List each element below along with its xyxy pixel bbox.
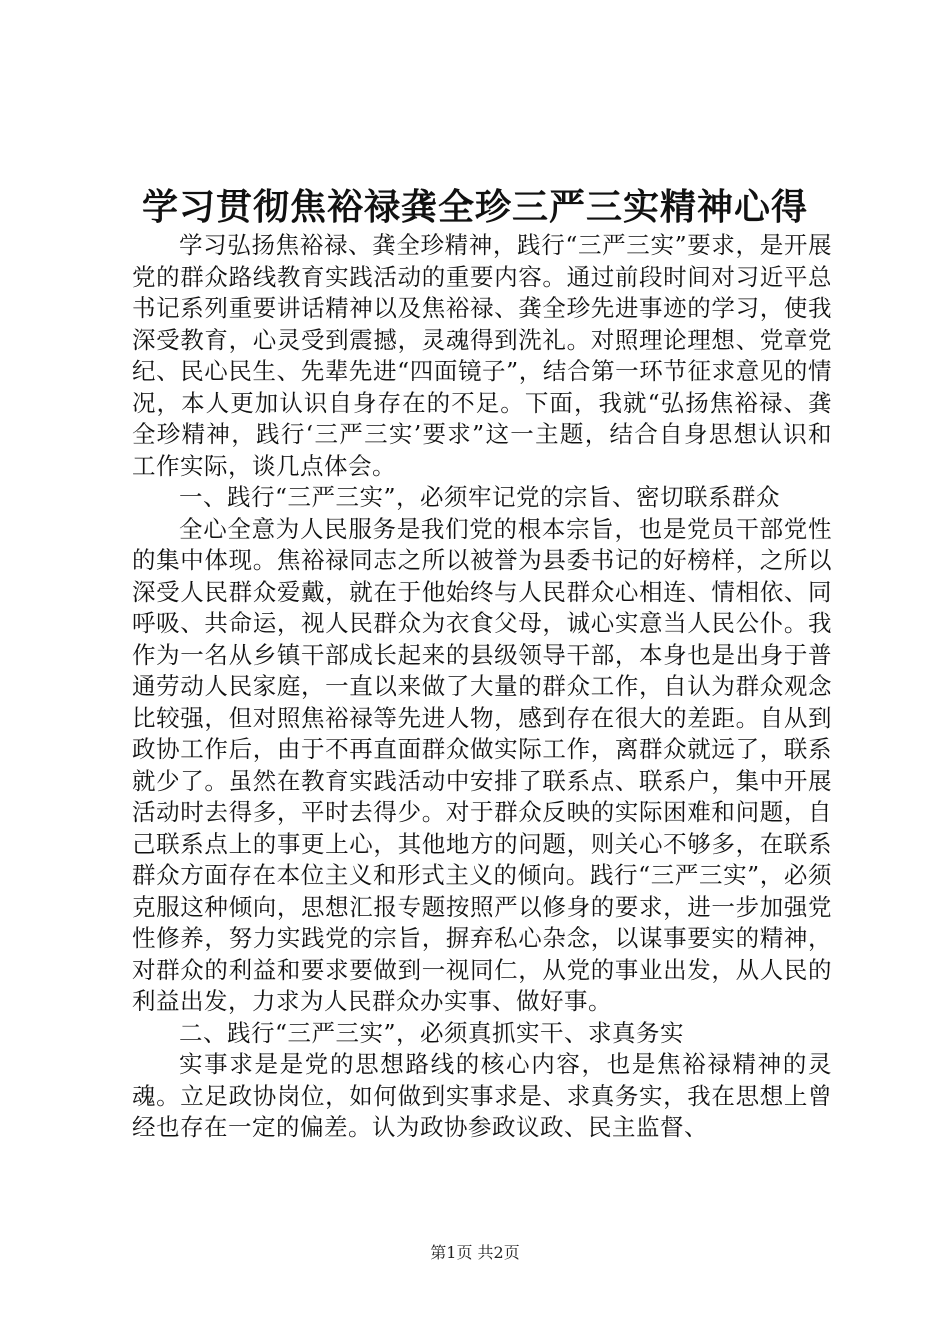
document-body — [132, 230, 832, 1144]
section-one-paragraph: 全心全意为人民服务是我们党的根本宗旨，也是党员干部党性的集中体现。焦裕禄同志之所以被誉为县委书记的好榜样，之所以深受人民群众爱戴，就在于他始终与人民群众心相连、情相依、同呼吸、共命运，视人民群众为衣食父母，诚心实意当人民公仆。我作为一名从乡镇干部成长起来的县级领导干部，本身也是出身于普通劳动人民家庭，一直以来做了大量的群众工作，自认为群众观念比较强，但对照焦裕禄等先进人物，感到存在很大的差距。自从到政协工作后，由于不再直面群众做实际工作，离群众就远了，联系就少了。虽然在教育实践活动中安排了联系点、联系户，集中开展活动时去得多，平时去得少。对于群众反映的实际困难和问题，自己联系点上的事更上心，其他地方的问题，则关心不够多，在联系群众方面存在本位主义和形式主义的倾向。践行“三严三实”，必须克服这种倾向，思想汇报专题按照严以修身的要求，进一步加强党性修养，努力实践党的宗旨，摒弃私心杂念，以谋事要实的精神，对群众的利益和要求要做到一视同仁，从党的事业出发，从人民的利益出发，力求为人民群众办实事、做好事。 — [132, 514, 832, 1015]
document-title: 学习贯彻焦裕禄龚全珍三严三实精神心得 — [141, 186, 808, 228]
intro-paragraph: 学习弘扬焦裕禄、龚全珍精神，践行“三严三实”要求，是开展党的群众路线教育实践活动的重要内容。通过前段时间对习近平总书记系列重要讲话精神以及焦裕禄、龚全珍先进事迹的学习，使我深受教育，心灵受到震撼，灵魂得到洗礼。对照理论理想、党章党纪、民心民生、先辈先进“四面镜子”，结合第一环节征求意见的情况，本人更加认识自身存在的不足。下面，我就“弘扬焦裕禄、龚全珍精神，践行‘三严三实’要求”这一主题，结合自身思想认识和工作实际，谈几点体会。 — [132, 231, 832, 480]
section-heading-one: 一、践行“三严三实”，必须牢记党的宗旨、密切联系群众 — [179, 483, 781, 511]
section-two-paragraph: 实事求是是党的思想路线的核心内容，也是焦裕禄精神的灵魂。立足政协岗位，如何做到实事求是、求真务实，我在思想上曾经也存在一定的偏差。认为政协参政议政、民主监督、 — [132, 1050, 832, 1141]
section-heading-two: 二、践行“三严三实”，必须真抓实干、求真务实 — [179, 1018, 685, 1047]
page-footer: 第1页 共2页 — [430, 1243, 520, 1262]
